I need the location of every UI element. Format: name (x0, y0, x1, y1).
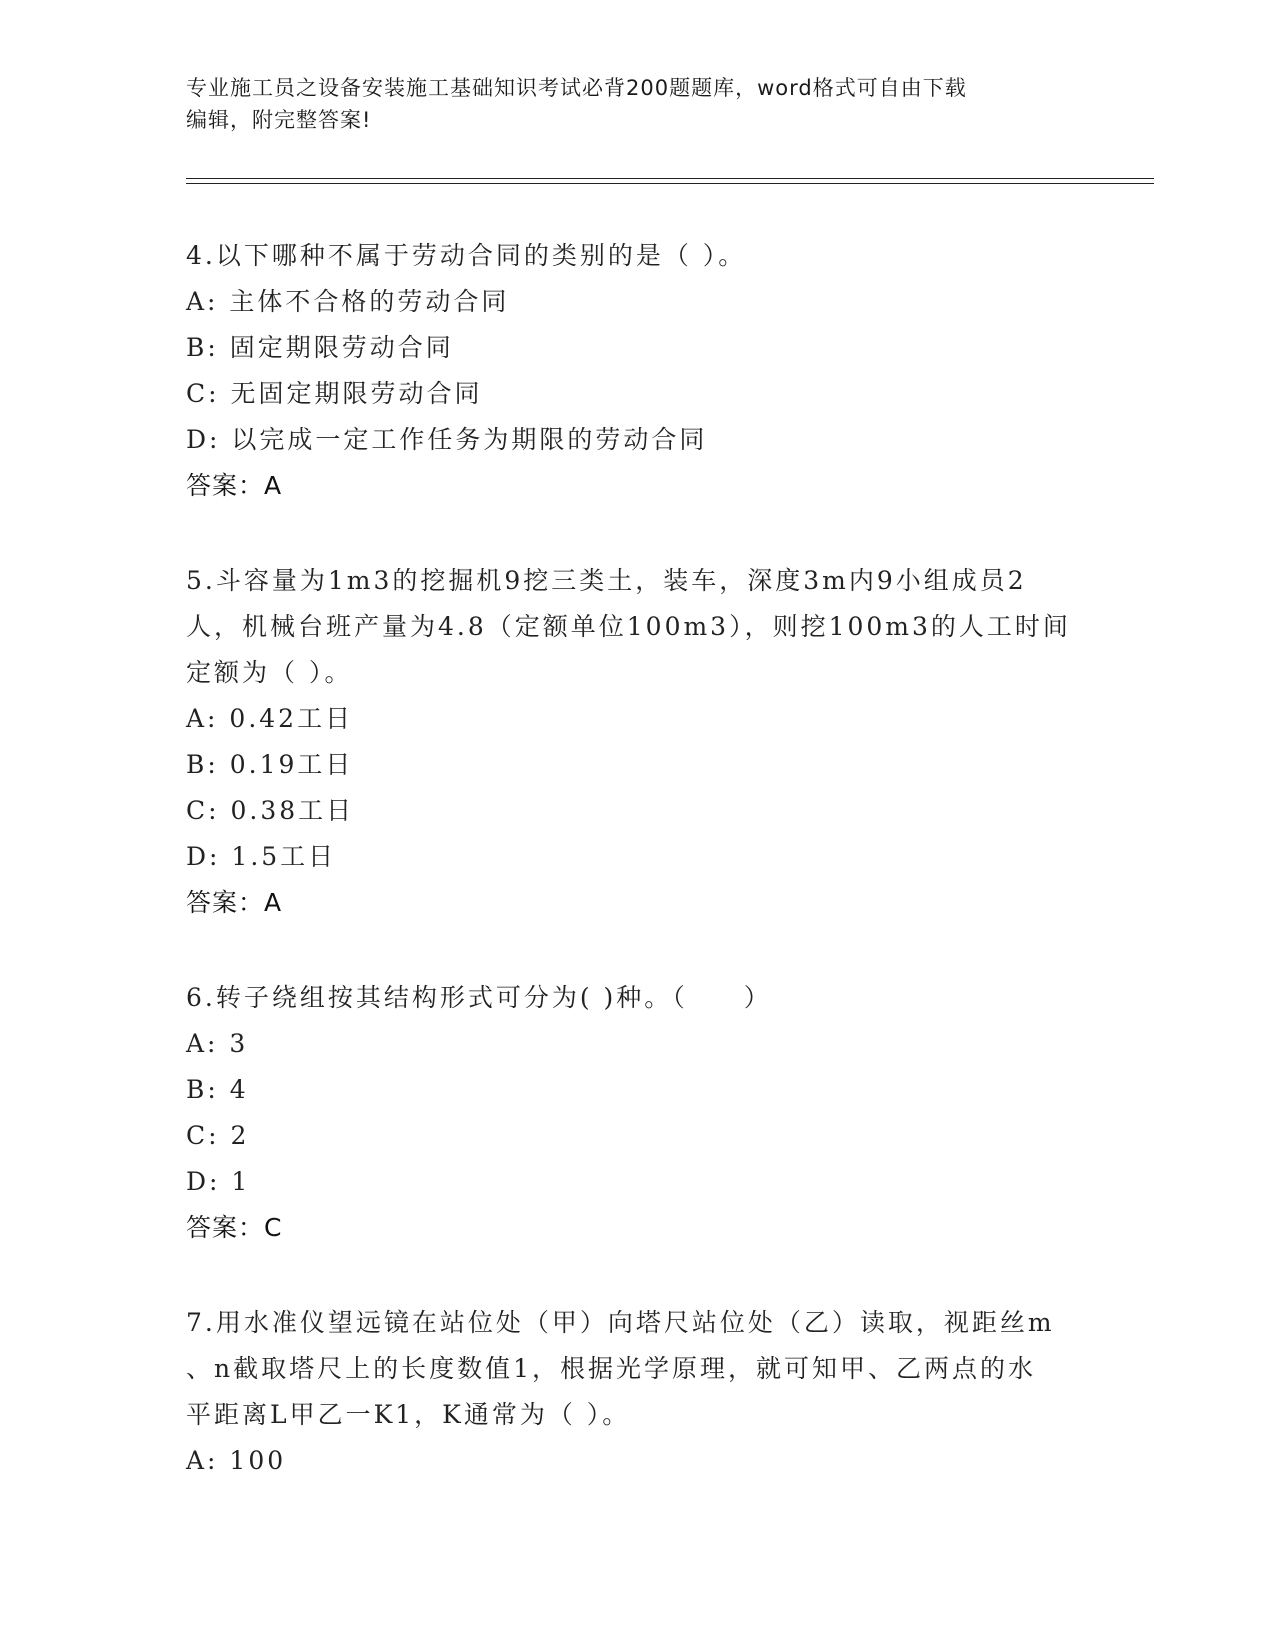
question-5 (186, 558, 1086, 926)
question-stem (186, 233, 1086, 279)
header-divider-top (186, 178, 1154, 179)
option-d: D: 1.5工日 (186, 842, 337, 871)
answer: 答案：A (186, 888, 283, 917)
question-4 (186, 233, 1086, 509)
option-a: A: 主体不合格的劳动合同 (186, 287, 510, 316)
answer: 答案：A (186, 471, 283, 500)
header-line-2: 编辑，附完整答案! (186, 108, 372, 132)
question-stem-line: 人，机械台班产量为4.8（定额单位100m3），则挖100m3的人工时间 (186, 612, 1071, 641)
option-d: D: 1 (186, 1167, 251, 1196)
option-c: C: 2 (186, 1121, 250, 1150)
header-line-1: 专业施工员之设备安装施工基础知识考试必背200题题库，word格式可自由下载 (186, 76, 967, 100)
option-a: A: 0.42工日 (186, 704, 354, 733)
question-stem-line: 6.转子绕组按其结构形式可分为( )种。（ ） (186, 983, 772, 1012)
option-a: A: 3 (186, 1029, 249, 1058)
option-c: C: 无固定期限劳动合同 (186, 379, 483, 408)
question-list (186, 233, 1086, 1533)
option-b: B: 0.19工日 (186, 750, 354, 779)
option-c: C: 0.38工日 (186, 796, 355, 825)
option-a: A: 100 (186, 1446, 287, 1475)
question-stem (186, 975, 1086, 1021)
option-d: D: 以完成一定工作任务为期限的劳动合同 (186, 425, 708, 454)
document-header (186, 72, 1086, 136)
option-b: B: 固定期限劳动合同 (186, 333, 454, 362)
question-7 (186, 1300, 1086, 1484)
question-stem (186, 1300, 1086, 1438)
question-stem-line: 7.用水准仪望远镜在站位处（甲）向塔尺站位处（乙）读取，视距丝m (186, 1308, 1055, 1337)
option-b: B: 4 (186, 1075, 249, 1104)
question-stem (186, 558, 1086, 696)
question-stem-line: 平距离L甲乙一K1，K通常为（ ）。 (186, 1400, 631, 1429)
question-stem-line: 定额为（ ）。 (186, 658, 353, 687)
question-6 (186, 975, 1086, 1251)
answer: 答案：C (186, 1213, 283, 1242)
question-stem-line: 5.斗容量为1m3的挖掘机9挖三类土，装车，深度3m内9小组成员2 (186, 566, 1027, 595)
header-divider-bottom (186, 183, 1154, 184)
question-stem-line: 4.以下哪种不属于劳动合同的类别的是（ ）。 (186, 241, 747, 270)
question-stem-line: 、n截取塔尺上的长度数值1，根据光学原理，就可知甲、乙两点的水 (186, 1354, 1037, 1383)
